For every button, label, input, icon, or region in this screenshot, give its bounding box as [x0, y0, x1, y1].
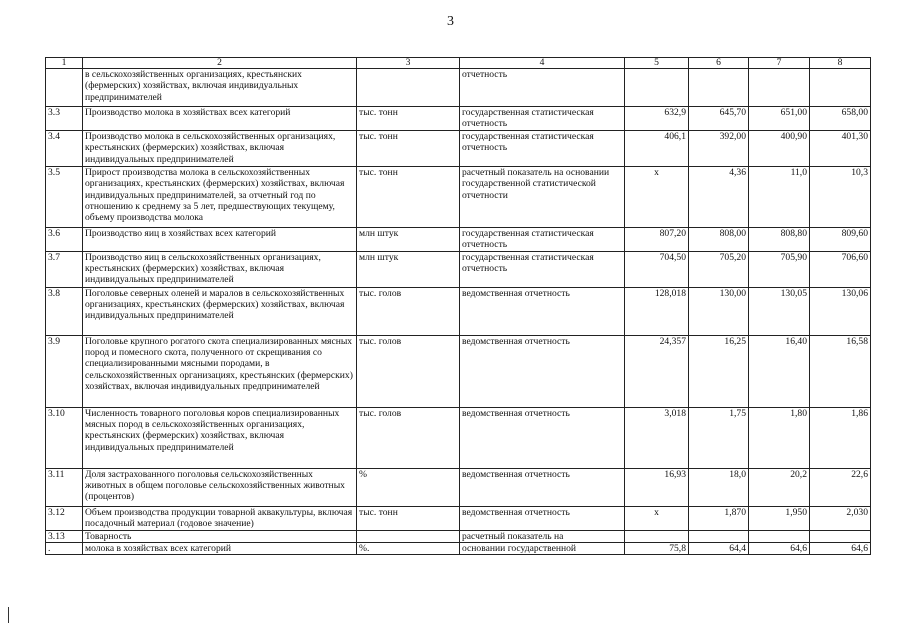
table-row: [46, 227, 871, 251]
value-col-6: 1,75: [689, 407, 749, 468]
indicator-name: Производство яиц в хозяйствах всех категорий: [83, 227, 357, 251]
value-col-6: 392,00: [689, 130, 749, 166]
unit: [357, 69, 460, 107]
row-number: 3.3: [46, 107, 83, 131]
value-col-7: 64,6: [749, 543, 810, 555]
value-col-6: 16,25: [689, 335, 749, 407]
value-col-8: 706,60: [810, 251, 871, 287]
row-number: 3.10: [46, 407, 83, 468]
column-number-header: [46, 58, 871, 69]
indicator-name: Численность товарного поголовья коров специализированных мясных пород в сельскохозяйственных организациях, крестьянских (фермерских) хозяйствах, включая индивидуальных предпринимателей: [83, 407, 357, 468]
value-col-5: 406,1: [625, 130, 689, 166]
indicator-name: в сельскохозяйственных организациях, крестьянских (фермерских) хозяйствах, включая индивидуальных предпринимателей: [83, 69, 357, 107]
table-row: [46, 335, 871, 407]
indicator-name: Поголовье крупного рогатого скота специализированных мясных пород и помесного скота, полученного от скрещивания со специализированными мясными породами, в сельскохозяйственных организациях, крестьянских (фермерских) хозяйствах, включая индивидуальных предпринимателей: [83, 335, 357, 407]
row-number: 3.12: [46, 506, 83, 530]
table-row: [46, 543, 871, 555]
value-col-6: 18,0: [689, 468, 749, 506]
unit: тыс. тонн: [357, 107, 460, 131]
value-col-5: [625, 530, 689, 542]
column-header: 5: [625, 58, 689, 69]
value-col-6: 4,36: [689, 166, 749, 227]
row-number: 3.11: [46, 468, 83, 506]
column-header: 1: [46, 58, 83, 69]
value-col-7: 1,80: [749, 407, 810, 468]
row-number: 3.6: [46, 227, 83, 251]
value-col-7: 20,2: [749, 468, 810, 506]
indicator-name: молока в хозяйствах всех категорий: [83, 543, 357, 555]
data-source: ведомственная отчетность: [460, 506, 625, 530]
value-col-8: 401,30: [810, 130, 871, 166]
column-header: 6: [689, 58, 749, 69]
table-row: [46, 107, 871, 131]
value-col-5: 3,018: [625, 407, 689, 468]
indicator-name: Объем производства продукции товарной аквакультуры, включая посадочный материал (годовое значение): [83, 506, 357, 530]
data-source: государственная статистическая отчетность: [460, 107, 625, 131]
indicator-name: Поголовье северных оленей и маралов в сельскохозяйственных организациях, крестьянских (фермерских) хозяйствах, включая индивидуальных предпринимателей: [83, 287, 357, 335]
value-col-5: х: [625, 506, 689, 530]
value-col-5: 807,20: [625, 227, 689, 251]
value-col-7: 705,90: [749, 251, 810, 287]
data-source: расчетный показатель на основании государственной статистической отчетности: [460, 166, 625, 227]
value-col-5: 24,357: [625, 335, 689, 407]
table-row: [46, 506, 871, 530]
data-source: государственная статистическая отчетность: [460, 251, 625, 287]
value-col-6: [689, 530, 749, 542]
table-row: [46, 287, 871, 335]
value-col-6: [689, 69, 749, 107]
data-source: основании государственной: [460, 543, 625, 555]
value-col-7: 11,0: [749, 166, 810, 227]
unit: тыс. тонн: [357, 506, 460, 530]
row-number: .: [46, 543, 83, 555]
column-header: 8: [810, 58, 871, 69]
value-col-7: 651,00: [749, 107, 810, 131]
data-source: государственная статистическая отчетность: [460, 130, 625, 166]
row-number: 3.9: [46, 335, 83, 407]
page-number: 3: [447, 14, 454, 29]
indicator-name: Товарность: [83, 530, 357, 542]
row-number: 3.4: [46, 130, 83, 166]
column-header: 2: [83, 58, 357, 69]
value-col-6: 130,00: [689, 287, 749, 335]
data-source: ведомственная отчетность: [460, 468, 625, 506]
value-col-7: 400,90: [749, 130, 810, 166]
value-col-7: 808,80: [749, 227, 810, 251]
value-col-6: 808,00: [689, 227, 749, 251]
value-col-5: х: [625, 166, 689, 227]
value-col-8: 658,00: [810, 107, 871, 131]
value-col-7: 16,40: [749, 335, 810, 407]
indicator-name: Производство молока в сельскохозяйственных организациях, крестьянских (фермерских) хозяйствах, включая индивидуальных предпринимателей: [83, 130, 357, 166]
value-col-7: [749, 530, 810, 542]
value-col-5: 128,018: [625, 287, 689, 335]
value-col-6: 64,4: [689, 543, 749, 555]
data-source: ведомственная отчетность: [460, 335, 625, 407]
value-col-8: 1,86: [810, 407, 871, 468]
column-header: 3: [357, 58, 460, 69]
margin-mark: [8, 607, 9, 623]
unit: тыс. тонн: [357, 130, 460, 166]
row-number: [46, 69, 83, 107]
value-col-7: 1,950: [749, 506, 810, 530]
value-col-8: [810, 530, 871, 542]
value-col-8: 809,60: [810, 227, 871, 251]
data-source: ведомственная отчетность: [460, 407, 625, 468]
value-col-5: 632,9: [625, 107, 689, 131]
value-col-5: 704,50: [625, 251, 689, 287]
value-col-5: 75,8: [625, 543, 689, 555]
column-header: 4: [460, 58, 625, 69]
value-col-6: 705,20: [689, 251, 749, 287]
row-number: 3.7: [46, 251, 83, 287]
value-col-8: 2,030: [810, 506, 871, 530]
value-col-8: 10,3: [810, 166, 871, 227]
unit: [357, 530, 460, 542]
value-col-8: 130,06: [810, 287, 871, 335]
table-row: [46, 251, 871, 287]
unit: тыс. голов: [357, 287, 460, 335]
value-col-8: 16,58: [810, 335, 871, 407]
table-row: [46, 407, 871, 468]
unit: тыс. тонн: [357, 166, 460, 227]
value-col-5: 16,93: [625, 468, 689, 506]
value-col-5: [625, 69, 689, 107]
unit: млн штук: [357, 227, 460, 251]
data-source: ведомственная отчетность: [460, 287, 625, 335]
data-source: государственная статистическая отчетность: [460, 227, 625, 251]
indicator-name: Производство молока в хозяйствах всех категорий: [83, 107, 357, 131]
row-number: 3.5: [46, 166, 83, 227]
table-row: [46, 530, 871, 542]
table-row: [46, 468, 871, 506]
row-number: 3.8: [46, 287, 83, 335]
table-row: [46, 130, 871, 166]
value-col-8: 22,6: [810, 468, 871, 506]
data-source: отчетность: [460, 69, 625, 107]
value-col-7: [749, 69, 810, 107]
unit: %: [357, 468, 460, 506]
value-col-6: 645,70: [689, 107, 749, 131]
unit: тыс. голов: [357, 335, 460, 407]
unit: %.: [357, 543, 460, 555]
row-number: 3.13: [46, 530, 83, 542]
indicator-name: Производство яиц в сельскохозяйственных организациях, крестьянских (фермерских) хозяйствах, включая индивидуальных предпринимателей: [83, 251, 357, 287]
indicators-table: [45, 57, 871, 555]
value-col-7: 130,05: [749, 287, 810, 335]
unit: тыс. голов: [357, 407, 460, 468]
column-header: 7: [749, 58, 810, 69]
table-row: [46, 166, 871, 227]
value-col-6: 1,870: [689, 506, 749, 530]
unit: млн штук: [357, 251, 460, 287]
indicator-name: Доля застрахованного поголовья сельскохозяйственных животных в общем поголовье сельскохозяйственных животных (процентов): [83, 468, 357, 506]
data-source: расчетный показатель на: [460, 530, 625, 542]
indicator-name: Прирост производства молока в сельскохозяйственных организациях, крестьянских (фермерских) хозяйствах, включая индивидуальных предпринимателей, за отчетный год по отношению к среднему за 5 лет, предшествующих текущему, объему производства молока: [83, 166, 357, 227]
value-col-8: [810, 69, 871, 107]
value-col-8: 64,6: [810, 543, 871, 555]
table-row: [46, 69, 871, 107]
